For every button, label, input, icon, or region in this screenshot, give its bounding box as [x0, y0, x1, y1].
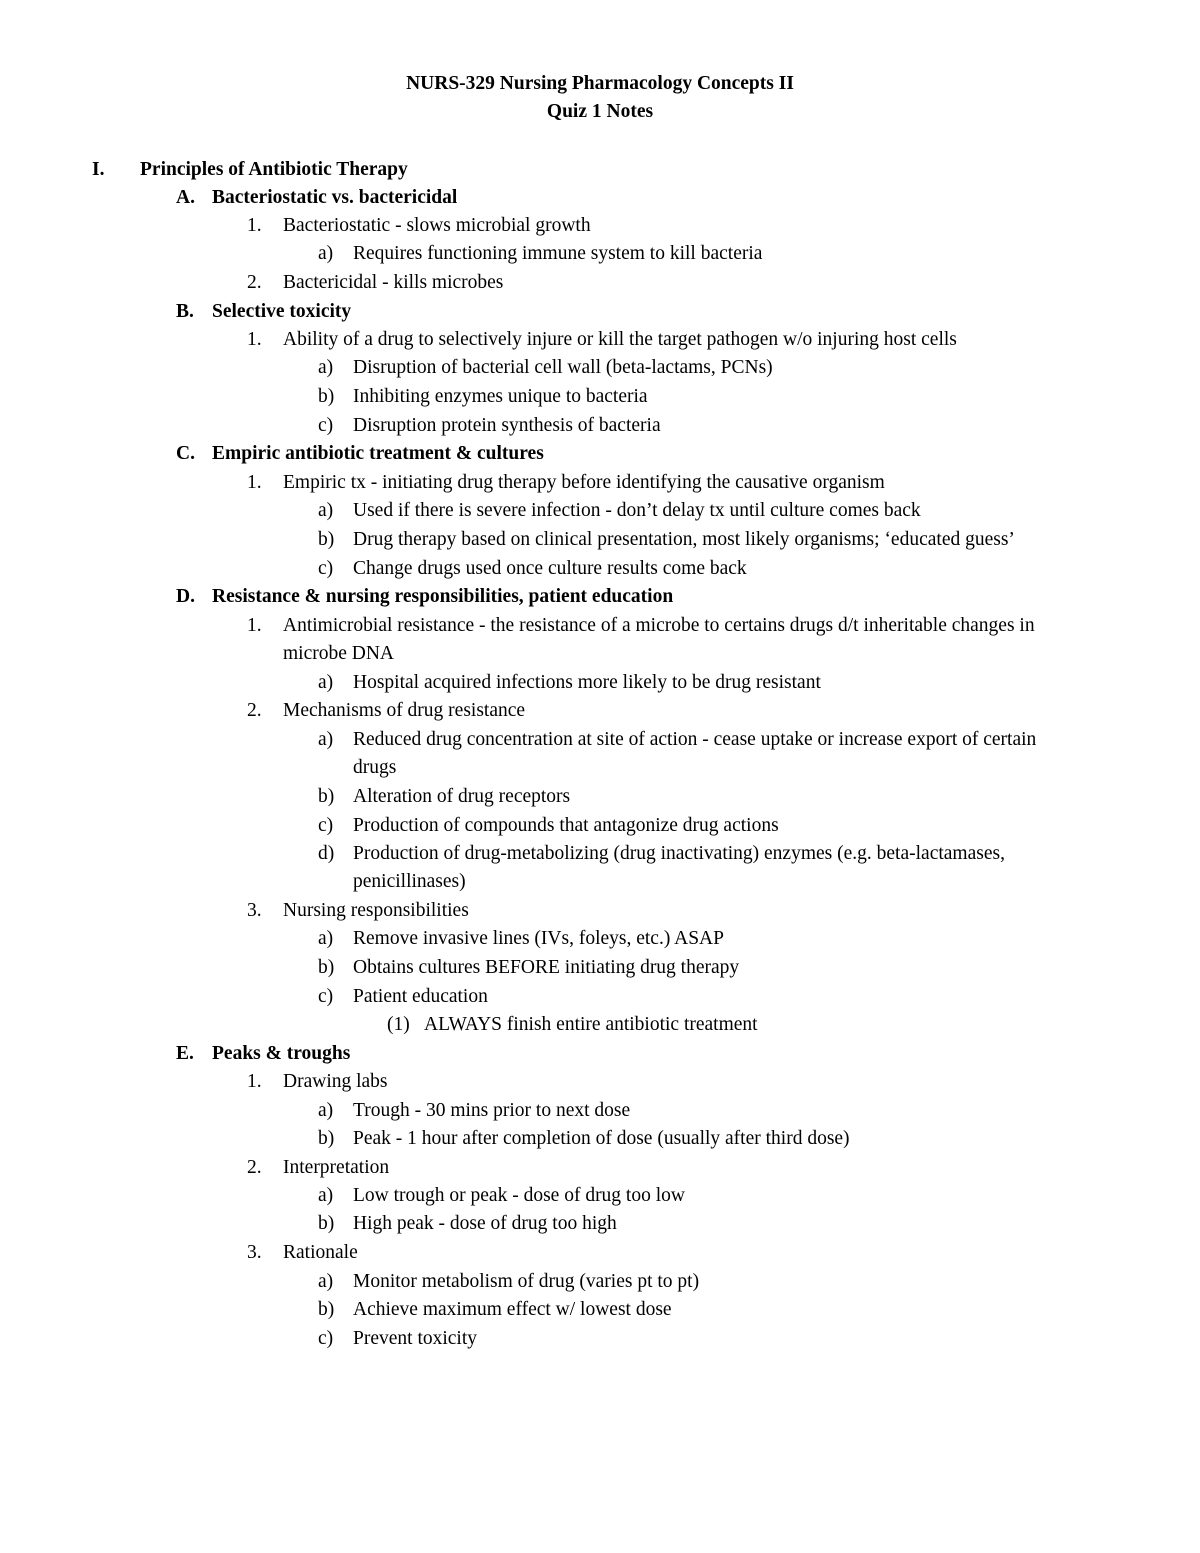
outline-marker-sub: b)	[318, 1213, 335, 1234]
list-item: Hospital acquired infections more likely to be drug resistant	[353, 672, 821, 693]
list-item: Change drugs used once culture results come back	[353, 558, 747, 579]
list-item: Production of compounds that antagonize drug actions	[353, 815, 779, 836]
outline-marker-sub: b)	[318, 957, 335, 978]
outline-marker-sub: b)	[318, 1299, 335, 1320]
list-item: Antimicrobial resistance - the resistance of a microbe to certains drugs d/t inheritable changes in	[283, 615, 1035, 636]
outline-marker-letter: D.	[176, 586, 195, 607]
outline-marker-number: 3.	[247, 900, 262, 921]
outline-marker-roman: I.	[92, 159, 105, 180]
subsection-heading: Empiric antibiotic treatment & cultures	[212, 443, 544, 464]
outline-marker-sub: a)	[318, 357, 334, 378]
outline-marker-number: 3.	[247, 1242, 262, 1263]
list-item: Ability of a drug to selectively injure or kill the target pathogen w/o injuring host cells	[283, 329, 957, 350]
subsection-heading: Bacteriostatic vs. bactericidal	[212, 187, 458, 208]
list-item: Inhibiting enzymes unique to bacteria	[353, 386, 648, 407]
outline-marker-sub: a)	[318, 928, 334, 949]
outline-marker-sub: a)	[318, 500, 334, 521]
outline-marker-letter: E.	[176, 1043, 194, 1064]
outline-marker-sub: b)	[318, 1128, 335, 1149]
outline-marker-letter: A.	[176, 187, 195, 208]
list-item-continuation: drugs	[353, 757, 397, 778]
outline-marker-sub: c)	[318, 415, 334, 436]
list-item: Nursing responsibilities	[283, 900, 469, 921]
list-item: Disruption protein synthesis of bacteria	[353, 415, 661, 436]
outline-marker-sub: a)	[318, 1271, 334, 1292]
list-item: High peak - dose of drug too high	[353, 1213, 617, 1234]
outline-marker-sub: c)	[318, 558, 334, 579]
list-item: Requires functioning immune system to kill bacteria	[353, 243, 763, 264]
outline-marker-number: 1.	[247, 472, 262, 493]
outline-marker-sub: b)	[318, 529, 335, 550]
outline-marker-sub: a)	[318, 729, 334, 750]
list-item: Mechanisms of drug resistance	[283, 700, 526, 721]
list-item: Rationale	[283, 1242, 358, 1263]
outline-marker-sub: a)	[318, 1100, 334, 1121]
document-title: NURS-329 Nursing Pharmacology Concepts II	[406, 73, 794, 94]
outline-marker-number: 2.	[247, 272, 262, 293]
outline-marker-sub: b)	[318, 786, 335, 807]
outline-marker-number: 2.	[247, 700, 262, 721]
list-item: Empiric tx - initiating drug therapy before identifying the causative organism	[283, 472, 885, 493]
list-item: Low trough or peak - dose of drug too low	[353, 1185, 685, 1206]
list-item: Reduced drug concentration at site of action - cease uptake or increase export of certain	[353, 729, 1037, 750]
subsection-heading: Selective toxicity	[212, 301, 352, 322]
list-item: Drug therapy based on clinical presentation, most likely organisms; ‘educated guess’	[353, 529, 1015, 550]
list-item: Interpretation	[283, 1157, 390, 1178]
list-item-continuation: penicillinases)	[353, 871, 466, 892]
outline-marker-number: 1.	[247, 329, 262, 350]
outline-marker-sub: b)	[318, 386, 335, 407]
list-item: Alteration of drug receptors	[353, 786, 571, 807]
list-item-continuation: microbe DNA	[283, 643, 395, 664]
outline-marker-letter: C.	[176, 443, 195, 464]
list-item: Patient education	[353, 986, 488, 1007]
list-item: Bacteriostatic - slows microbial growth	[283, 215, 591, 236]
outline-marker-number: 1.	[247, 615, 262, 636]
outline-marker-sub: c)	[318, 815, 334, 836]
subsection-heading: Resistance & nursing responsibilities, patient education	[212, 586, 674, 607]
list-item: Used if there is severe infection - don’t delay tx until culture comes back	[353, 500, 921, 521]
list-item: Obtains cultures BEFORE initiating drug therapy	[353, 957, 740, 978]
list-item: Achieve maximum effect w/ lowest dose	[353, 1299, 672, 1320]
outline-marker-sub: a)	[318, 1185, 334, 1206]
outline-marker-letter: B.	[176, 301, 194, 322]
list-item: Peak - 1 hour after completion of dose (usually after third dose)	[353, 1128, 850, 1149]
outline-marker-number: 2.	[247, 1157, 262, 1178]
list-item: Monitor metabolism of drug (varies pt to pt)	[353, 1271, 700, 1292]
outline-marker-sub: a)	[318, 672, 334, 693]
outline-marker-sub: c)	[318, 986, 334, 1007]
list-item: Trough - 30 mins prior to next dose	[353, 1100, 631, 1121]
document-subtitle: Quiz 1 Notes	[546, 101, 654, 122]
list-item: Disruption of bacterial cell wall (beta-lactams, PCNs)	[353, 357, 773, 378]
list-item: Bactericidal - kills microbes	[283, 272, 504, 293]
outline-marker-sub: c)	[318, 1328, 334, 1349]
list-item: ALWAYS finish entire antibiotic treatment	[424, 1014, 758, 1035]
list-item: Drawing labs	[283, 1071, 388, 1092]
list-item: Remove invasive lines (IVs, foleys, etc.) ASAP	[353, 928, 724, 949]
list-item: Prevent toxicity	[353, 1328, 478, 1349]
section-heading: Principles of Antibiotic Therapy	[140, 159, 408, 180]
outline-marker-number: 1.	[247, 1071, 262, 1092]
subsection-heading: Peaks & troughs	[212, 1043, 351, 1064]
outline-marker-number: 1.	[247, 215, 262, 236]
outline-marker-paren: (1)	[387, 1014, 410, 1035]
list-item: Production of drug-metabolizing (drug inactivating) enzymes (e.g. beta-lactamases,	[353, 843, 1005, 864]
outline-marker-sub: d)	[318, 843, 335, 864]
outline-marker-sub: a)	[318, 243, 334, 264]
